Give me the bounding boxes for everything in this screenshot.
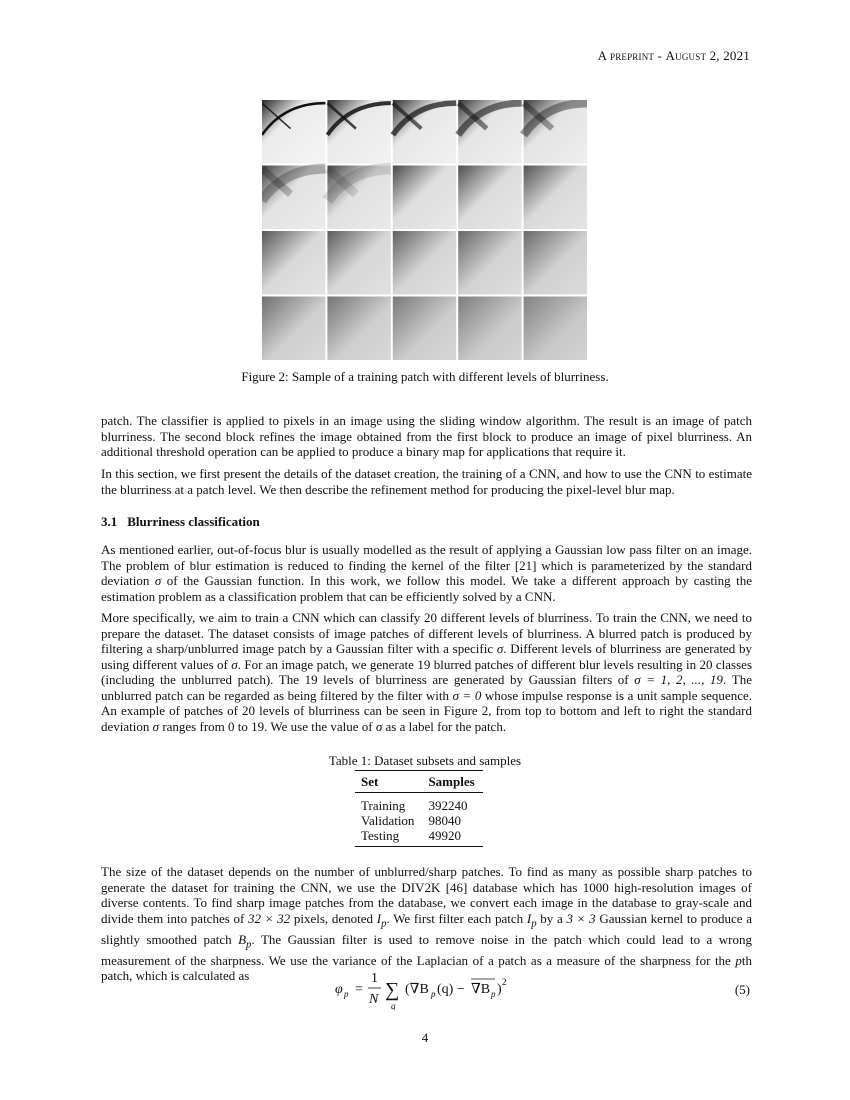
running-header: A preprint - August 2, 2021	[597, 48, 750, 63]
table-header-samples: Samples	[422, 771, 482, 793]
svg-text:q: q	[391, 1001, 396, 1010]
svg-text:p: p	[431, 989, 436, 999]
blur-patch	[327, 231, 390, 295]
blur-patch	[393, 297, 456, 361]
paragraph-section-overview	[101, 466, 752, 497]
blur-patch	[262, 231, 325, 295]
blur-patch-bg	[524, 231, 587, 295]
blur-patch	[393, 166, 456, 230]
paragraph-blur-model	[101, 542, 752, 604]
paragraph-4: More specifically, we aim to train a CNN which can classify 20 different levels of blurriness. To train the CNN, we need to prepare the dataset. The dataset consists of image patches of different levels of blurriness. A blurred patch is produced by filtering a sharp/unblurred image patch by a Gaussian filter with a specific σ. Different levels of blurriness are generated by using different values of σ. For an image patch, we generate 19 blurred patches of different blur levels resulting in 20 classes (including the unblurred patch). The 19 levels of blurriness are generated by Gaussian filters of σ = 1, 2, ..., 19. The unblurred patch can be regarded as being filtered by the filter with σ = 0 whose impulse response is a unit sample sequence. An example of patches of 20 levels of blurriness can be seen in Figure 2, from top to bottom and left to right the standard deviation σ ranges from 0 to 19. We use the value of σ as a label for the patch.	[101, 610, 753, 734]
eq-lhs: φ	[335, 982, 343, 997]
blur-patch	[524, 231, 587, 295]
blur-patch-bg	[262, 231, 325, 295]
blur-patch	[327, 297, 390, 361]
paragraph-5: The size of the dataset depends on the number of unblurred/sharp patches. To find as many as possible sharp patches to generate the dataset for training the CNN, we use the DIV2K [46] database which has 1000 high-resolution images of diverse contents. To find sharp image patches from the database, we convert each image in the database to gray-scale and divide them into patches of 32 × 32 pixels, denoted $I_p$. We first filter each patch $I_p$ by a 3 × 3 Gaussian kernel to produce a slightly smoothed patch $B_p$. The Gaussian filter is used to remove noise in the patch which could lead to a wrong measurement of the sharpness. We use the variance of the Laplacian of a patch as a measure of the sharpness for the pth patch, which is calculated as	[101, 864, 753, 984]
blur-patch-bg	[393, 166, 456, 230]
blur-patch-bg	[458, 166, 521, 230]
table-row	[355, 793, 483, 814]
section-heading	[101, 514, 260, 530]
paragraph-2: In this section, we first present the details of the dataset creation, the training of a CNN, and how to use the CNN to estimate the blurriness at a patch level. We then describe the refinement method for producing the pixel-level blur map.	[101, 466, 752, 497]
table-cell-samples: 98040	[428, 813, 461, 828]
blur-patch-bg	[393, 297, 456, 361]
svg-text:(q) −: (q) −	[437, 982, 465, 997]
page-number: 4	[421, 1030, 429, 1045]
table-cell-set: Validation	[361, 813, 415, 828]
svg-text:1: 1	[371, 971, 378, 986]
blur-patch-grid	[262, 100, 587, 360]
paragraph-dataset-levels	[101, 610, 752, 734]
blur-patch	[524, 297, 587, 361]
equation-number: (5)	[734, 982, 750, 997]
equation-5	[0, 968, 850, 1008]
blur-patch	[327, 166, 390, 230]
blur-patch	[458, 166, 521, 230]
paragraph-intro	[101, 413, 752, 460]
svg-text:∇B: ∇B	[471, 982, 491, 997]
blur-patch	[393, 100, 456, 164]
svg-text:p: p	[344, 989, 349, 999]
blur-patch	[262, 100, 325, 164]
table-row	[355, 813, 483, 828]
blur-patch	[327, 100, 390, 164]
table-cell-samples: 392240	[428, 798, 468, 813]
blur-patch-bg	[458, 297, 521, 361]
blur-patch-bg	[458, 231, 521, 295]
svg-text:p: p	[491, 989, 496, 999]
svg-text:): )	[497, 982, 502, 997]
table-cell-set: Testing	[355, 828, 422, 847]
blur-patch	[524, 100, 587, 164]
blur-patch-bg	[262, 297, 325, 361]
blur-patch	[393, 231, 456, 295]
table-header-set: Set	[355, 771, 422, 793]
table-caption: Table 1: Dataset subsets and samples	[328, 753, 522, 768]
dataset-table	[355, 770, 483, 847]
svg-text:=: =	[355, 982, 363, 997]
section-number: 3.1	[101, 514, 118, 529]
figure-2	[262, 100, 587, 360]
blur-patch	[458, 100, 521, 164]
blur-patch	[524, 166, 587, 230]
blur-patch	[458, 297, 521, 361]
blur-patch	[458, 231, 521, 295]
paragraph-3: As mentioned earlier, out-of-focus blur is usually modelled as the result of applying a Gaussian low pass filter on an image. The problem of blur estimation is reduced to finding the kernel of the filter [21] which is parameterized by the standard deviation σ of the Gaussian function. In this work, we follow this model. We take a different approach by casting the estimation problem as a classification problem that can be efficiently solved by a CNN.	[101, 542, 752, 604]
blur-patch-bg	[524, 297, 587, 361]
blur-patch	[262, 297, 325, 361]
table-cell-samples: 49920	[422, 828, 482, 847]
blur-patch-bg	[524, 166, 587, 230]
blur-patch-bg	[327, 297, 390, 361]
figure-caption: Figure 2: Sample of a training patch with different levels of blurriness.	[241, 369, 609, 384]
paragraph-dataset-size	[101, 864, 752, 984]
blur-patch-bg	[327, 231, 390, 295]
equation-body	[335, 968, 535, 1010]
blur-patch-bg	[393, 231, 456, 295]
section-title: Blurriness classification	[127, 514, 260, 529]
table-cell-set: Training	[361, 798, 406, 813]
svg-text:N: N	[369, 992, 379, 1007]
paragraph-1: patch. The classifier is applied to pixels in an image using the sliding window algorithm. The result is an image of patch blurriness. The second block refines the image obtained from the first block to produce an image of pixel blurriness. An additional threshold operation can be applied to produce a binary map for applications that require it.	[101, 413, 752, 459]
svg-text:(∇B: (∇B	[405, 982, 429, 997]
sum-sign: ∑	[385, 979, 400, 1001]
header-month: August	[665, 48, 707, 63]
svg-text:2: 2	[502, 977, 507, 987]
header-preprint-label: preprint	[610, 48, 655, 63]
blur-patch	[262, 166, 325, 230]
table-row	[355, 828, 483, 847]
